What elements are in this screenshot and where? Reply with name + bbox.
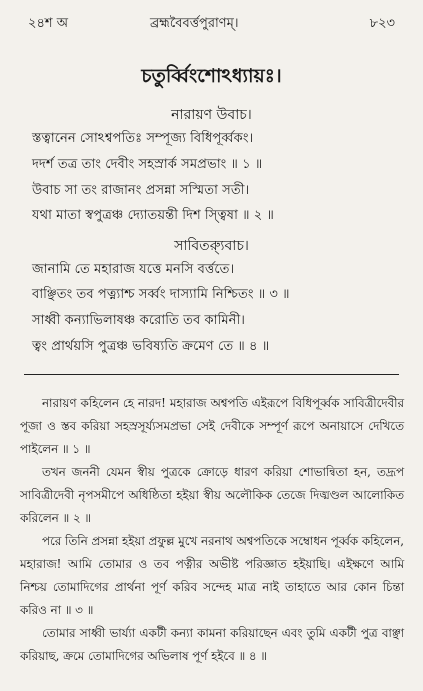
chapter-title: চতুর্ব্বিংশোঽধ্যায়ঃ। (141, 65, 282, 87)
verse-line: স্তত্বানেন সোঽশ্বপতিঃ সম্পূজ্য বিধিপূর্ব্বকং। (32, 131, 254, 146)
verse-line: উবাচ সা তং রাজানং প্রসন্না সস্মিতা সতী। (32, 183, 250, 198)
verse-line: ত্বং প্রার্থয়সি পুত্রঞ্চ ভবিষ্যতি ক্রমেণ তে ॥ ৪ ॥ (32, 339, 270, 354)
translation-paragraph: নারায়ণ কহিলেন হে নারদ! মহারাজ অশ্বপতি এইরূপে বিধিপূর্ব্বক সাবিত্রীদেবীর পূজা ও স্তব করিয়া সহস্রসূর্য্যসমপ্রভা সেই দেবীকে সম্পূর্ণ রূপে অনায়াসে দেখিতে পাইলেন ॥ ১ ॥ (20, 396, 404, 456)
translation-paragraph: তোমার সাধ্বী ভার্য্যা একটী কন্যা কামনা করিয়াছেন এবং তুমি একটী পুত্র বাঞ্ছা করিয়াছ, ক্রমে তোমাদিগের অভিলাষ পূর্ণ হইবে ॥ ৪ ॥ (20, 626, 404, 663)
translation-text (20, 392, 404, 668)
verse-line: দদর্শ তত্র তাং দেবীং সহস্রার্ক সমপ্রভাং ॥ ১ ॥ (32, 157, 263, 172)
translation-paragraph: পরে তিনি প্রসন্না হইয়া প্রফুল্ল মুখে নরনাথ অশ্বপতিকে সম্বোধন পূর্ব্বক কহিলেন, মহারাজ! আমি তোমার ও তব পত্নীর অভীষ্ট পরিজ্ঞাত হইয়াছি। এইক্ষণে আমি নিশ্চয় তোমাদিগের প্রার্থনা পূর্ণ করিব সন্দেহ মাত্র নাই তাহাতে আর কোন চিন্তা করিও না ॥ ৩ ॥ (20, 534, 404, 617)
verse-line: সাধ্বী কন্যাভিলাষঞ্চ করোতি তব কামিনী। (32, 313, 246, 328)
verse-line: যথা মাতা স্বপুত্রঞ্চ দ্যোতয়ন্তী দিশ স্ত্বিষা ॥ ২ ॥ (32, 208, 274, 223)
speaker-narayana: নারায়ণ উবাচ। (171, 107, 252, 123)
divider-rule (24, 374, 399, 375)
verse-line: জানামি তে মহারাজ যত্তে মনসি বর্ত্ততে। (32, 262, 235, 277)
running-title: ব্রহ্মবৈবর্ত্তপুরাণম্। (150, 16, 239, 31)
verse-line: বাঞ্ছিতং তব পত্ন্যাশ্চ সর্ব্বং দাস্যামি নিশ্চিতং ॥ ৩ ॥ (32, 287, 290, 302)
speaker-savitri: সাবিত্র্যুবাচ। (174, 238, 249, 254)
translation-paragraph: তখন জননী যেমন স্বীয় পুত্রকে ক্রোড়ে ধারণ করিয়া শোভান্বিতা হন, তদ্রূপ সাবিত্রীদেবী নৃপসমীপে অধিষ্ঠিতা হইয়া স্বীয় অলৌকিক তেজে দিঙ্মণ্ডল আলোকিত করিলেন ॥ ২ ॥ (20, 465, 404, 525)
chapter-number: ২৪শ অ (28, 16, 68, 31)
page-number: ৮২৩ (369, 16, 395, 31)
